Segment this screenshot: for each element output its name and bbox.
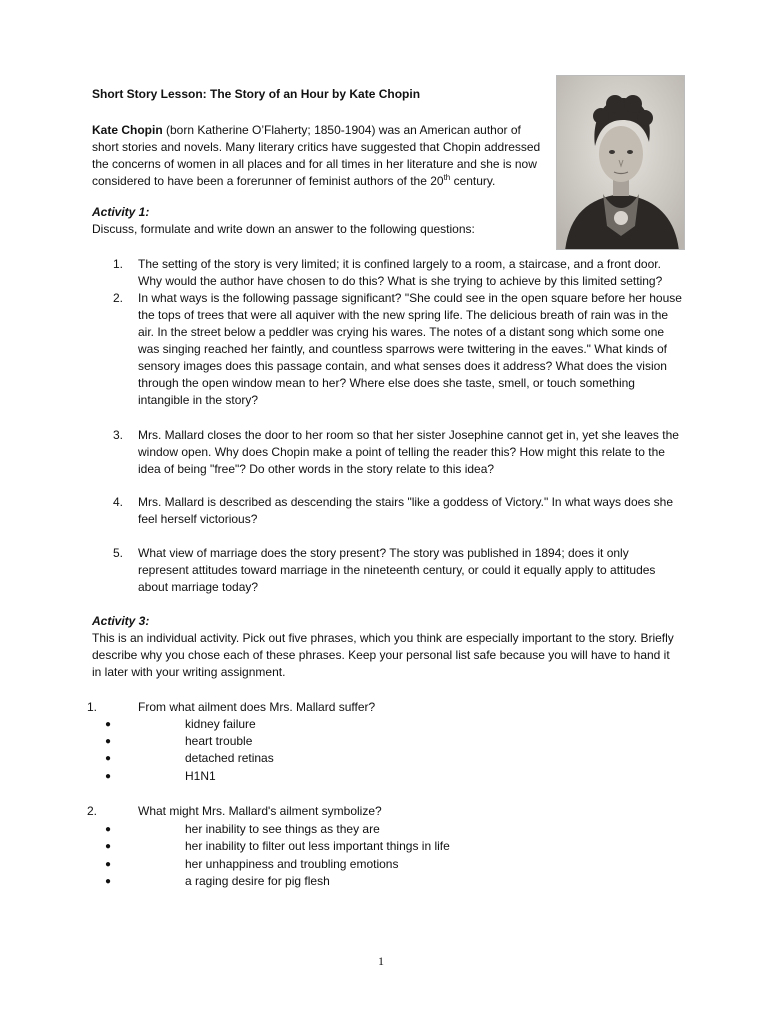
activity-1-heading: Activity 1: xyxy=(92,205,150,219)
option-text: kidney failure xyxy=(185,717,256,731)
bullet-icon: ● xyxy=(105,753,112,764)
option-text: a raging desire for pig flesh xyxy=(185,874,330,888)
question-number: 4. xyxy=(113,495,124,509)
option-text: her inability to filter out less important things in life xyxy=(185,839,450,853)
question-text: Mrs. Mallard is described as descending the stairs "like a goddess of Victory." In what ways does she feel herself victorious? xyxy=(138,495,673,526)
quiz-option xyxy=(87,821,687,838)
question-number: 2. xyxy=(113,291,124,305)
activity-3-instruction: This is an individual activity. Pick out five phrases, which you think are especially important to the story. Briefly describe why you chose each of these phrases. Keep your personal list safe because you will have to hand it in later with your writing assignment. xyxy=(92,631,674,679)
option-text: detached retinas xyxy=(185,751,274,765)
question-text: Mrs. Mallard closes the door to her room so that her sister Josephine cannot get in, yet she leaves the window open. Why does Chopin make a point of telling the reader this? How might this relate to the idea of being "free"? Do other words in the story relate to this idea? xyxy=(138,428,679,476)
bullet-icon: ● xyxy=(105,719,112,730)
quiz-option xyxy=(87,716,687,733)
question-text: The setting of the story is very limited; it is confined largely to a room, a staircase, and a front door. Why would the author have chosen to do this? What is she trying to achieve by this limited setting? xyxy=(138,257,663,288)
bullet-icon: ● xyxy=(105,736,112,747)
quiz-question-text: From what ailment does Mrs. Mallard suffer? xyxy=(138,700,376,714)
quiz-number: 2. xyxy=(87,804,98,818)
quiz-question-text: What might Mrs. Mallard's ailment symbolize? xyxy=(138,804,382,818)
quiz-option xyxy=(87,856,687,873)
question-number: 3. xyxy=(113,428,124,442)
page-number: 1 xyxy=(378,954,384,968)
bullet-icon: ● xyxy=(105,771,112,782)
intro-paragraph xyxy=(92,122,547,190)
activity-3-heading: Activity 3: xyxy=(92,614,150,628)
page-title: Short Story Lesson: The Story of an Hour by Kate Chopin xyxy=(92,87,421,101)
bullet-icon: ● xyxy=(105,859,112,870)
bullet-icon: ● xyxy=(105,876,112,887)
quiz-option xyxy=(87,750,687,767)
bullet-icon: ● xyxy=(105,824,112,835)
question-text: In what ways is the following passage significant? "She could see in the open square before her house the tops of trees that were all aquiver with the new spring life. The delicious breath of rain was in the air. In the street below a peddler was crying his wares. The notes of a distant song which some one was singing reached her faintly, and countless sparrows were twittering in the eaves." What kinds of sensory images does this passage contain, and what senses does it address? What does the vision through the open window mean to her? Where else does she taste, smell, or touch something intangible in the story? xyxy=(138,291,682,407)
ordinal-suffix: th xyxy=(443,173,451,182)
quiz-option xyxy=(87,768,687,785)
intro-text-end: century. xyxy=(450,174,496,188)
option-text: her inability to see things as they are xyxy=(185,822,380,836)
activity-1-instruction: Discuss, formulate and write down an answer to the following questions: xyxy=(92,222,475,236)
quiz-number: 1. xyxy=(87,700,98,714)
author-name: Kate Chopin xyxy=(92,123,163,137)
question-number: 1. xyxy=(113,257,124,271)
question-text: What view of marriage does the story present? The story was published in 1894; does it only represent attitudes toward marriage in the nineteenth century, or could it equally apply to attitudes about marriage today? xyxy=(138,546,656,594)
option-text: H1N1 xyxy=(185,769,216,783)
intro-text: (born Katherine O’Flaherty; 1850-1904) was an American author of short stories and novels. Many literary critics have suggested that Chopin addressed the concerns of women in all places and for all times in her literature and she is now considered to have been a forerunner of feminist authors of the 20 xyxy=(92,123,541,188)
option-text: her unhappiness and troubling emotions xyxy=(185,857,399,871)
quiz-option xyxy=(87,733,687,750)
bullet-icon: ● xyxy=(105,841,112,852)
option-text: heart trouble xyxy=(185,734,253,748)
quiz-option xyxy=(87,873,687,890)
quiz-option xyxy=(87,838,687,855)
question-number: 5. xyxy=(113,546,124,560)
